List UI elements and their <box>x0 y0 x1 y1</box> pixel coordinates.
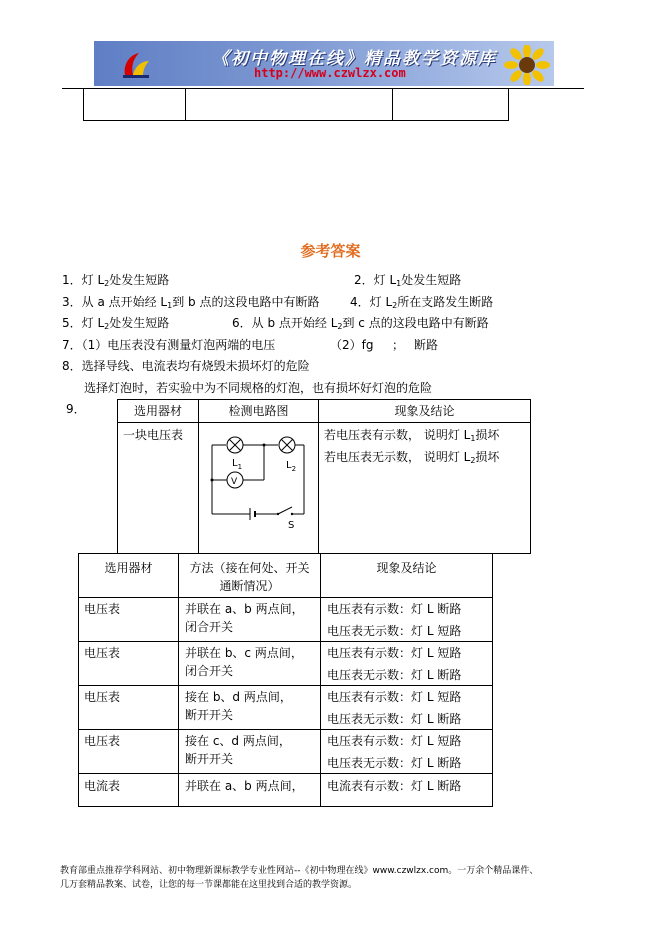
table-header: 现象及结论 <box>376 561 437 575</box>
table-row-method: 闭合开关 <box>185 620 234 634</box>
lamp-l1-label: $L_1$ <box>232 458 243 471</box>
table-divider <box>392 89 393 120</box>
switch-label: S <box>288 520 295 530</box>
table-row-tool: 电压表 <box>84 734 121 748</box>
table-header: 方法（接在何处、开关 <box>189 561 310 575</box>
section-title: 参考答案 <box>300 242 361 260</box>
table-divider <box>318 400 319 553</box>
footer-line: 几万套精品教案、试卷，让您的每一节课都能在这里找到合适的教学资源。 <box>60 880 358 890</box>
table-row-result: 电压表有示数：灯 L 短路 <box>327 646 462 660</box>
result-line: 若电压表无示数， 说明灯 $L_2$损坏 <box>324 450 500 465</box>
answer-2: 2．灯 $L_1$处发生短路 <box>354 273 462 288</box>
table-divider <box>79 773 492 774</box>
table-row-result: 电压表无示数：灯 L 断路 <box>327 668 462 682</box>
table-row-result: 电压表有示数：灯 L 短路 <box>327 690 462 704</box>
answer-7-part2: （2）fg <box>330 338 374 352</box>
footer-line: 教育部重点推荐学科网站、初中物理新课标教学专业性网站--《初中物理在线》www.czwlzx.com。一万余个精品课件、 <box>60 866 539 876</box>
table-row-tool: 电流表 <box>84 779 121 793</box>
table-header: 现象及结论 <box>394 404 455 418</box>
table-row-result: 电压表有示数：灯 L 断路 <box>327 602 462 616</box>
answer-4: 4．灯 $L_2$所在支路发生断路 <box>350 295 494 310</box>
answer-8-continued: 选择灯泡时，若实验中为不同规格的灯泡，也有损坏好灯泡的危险 <box>84 381 433 395</box>
table-divider <box>185 89 186 120</box>
table-row-method: 并联在 a、b 两点间， <box>185 602 304 616</box>
table-header: 选用器材 <box>133 404 182 418</box>
table-row-tool: 电压表 <box>84 690 121 704</box>
answer-9: 9． <box>66 402 86 416</box>
table-row-result: 电压表有示数：灯 L 短路 <box>327 734 462 748</box>
table-header: 选用器材 <box>104 561 153 575</box>
detection-table <box>117 399 531 554</box>
table-row-result: 电流表有示数：灯 L 断路 <box>327 779 462 793</box>
banner-title: 《初中物理在线》精品教学资源库 <box>212 49 497 69</box>
table-divider <box>79 641 492 642</box>
circuit-diagram <box>202 430 314 530</box>
top-table-row <box>83 89 509 121</box>
table-row-result: 电压表无示数：灯 L 短路 <box>327 624 462 638</box>
table-divider <box>320 554 321 806</box>
table-row-method: 并联在 b、c 两点间， <box>185 646 303 660</box>
table-row-result: 电压表无示数：灯 L 断路 <box>327 712 462 726</box>
table-row-method: 断开开关 <box>185 752 234 766</box>
table-divider <box>198 400 199 553</box>
table-row-result: 电压表无示数：灯 L 断路 <box>327 756 462 770</box>
table-row-method: 闭合开关 <box>185 664 234 678</box>
answer-7-part4: 断路 <box>414 338 439 352</box>
site-logo-icon <box>119 47 153 81</box>
table-header: 检测电路图 <box>228 404 289 418</box>
table-divider <box>79 597 492 598</box>
method-table <box>78 553 493 807</box>
banner-url[interactable]: http://www.czwlzx.com <box>254 66 406 80</box>
answer-3: 3．从 a 点开始经 $L_1$到 b 点的这段电路中有断路 <box>62 295 320 310</box>
answer-5: 5．灯 $L_2$处发生短路 <box>62 316 170 331</box>
table-divider <box>118 422 530 423</box>
table-header: 通断情况） <box>219 579 280 593</box>
table-row-method: 断开开关 <box>185 708 234 722</box>
table-divider <box>79 685 492 686</box>
header-banner <box>94 41 554 86</box>
table-row-method: 并联在 a、b 两点间， <box>185 779 304 793</box>
answer-6: 6．从 b 点开始经 $L_2$到 c 点的这段电路中有断路 <box>232 316 489 331</box>
sunflower-icon <box>502 45 552 85</box>
equipment-cell: 一块电压表 <box>123 428 184 442</box>
answer-7: 7．（1）电压表没有测量灯泡两端的电压 <box>62 338 276 352</box>
voltmeter-label: V <box>231 477 238 487</box>
answer-1: 1．灯 $L_2$处发生短路 <box>62 273 170 288</box>
table-row-tool: 电压表 <box>84 646 121 660</box>
answer-7-part3: ； <box>392 338 405 352</box>
result-line: 若电压表有示数， 说明灯 $L_1$损坏 <box>324 428 500 443</box>
table-divider <box>79 729 492 730</box>
answer-8: 8．选择导线、电流表均有烧毁未损坏灯的危险 <box>62 359 310 373</box>
lamp-l2-label: $L_2$ <box>286 460 297 473</box>
table-row-method: 接在 c、d 两点间， <box>185 734 291 748</box>
table-row-method: 接在 b、d 两点间， <box>185 690 292 704</box>
page-footer <box>60 864 620 892</box>
table-row-tool: 电压表 <box>84 602 121 616</box>
